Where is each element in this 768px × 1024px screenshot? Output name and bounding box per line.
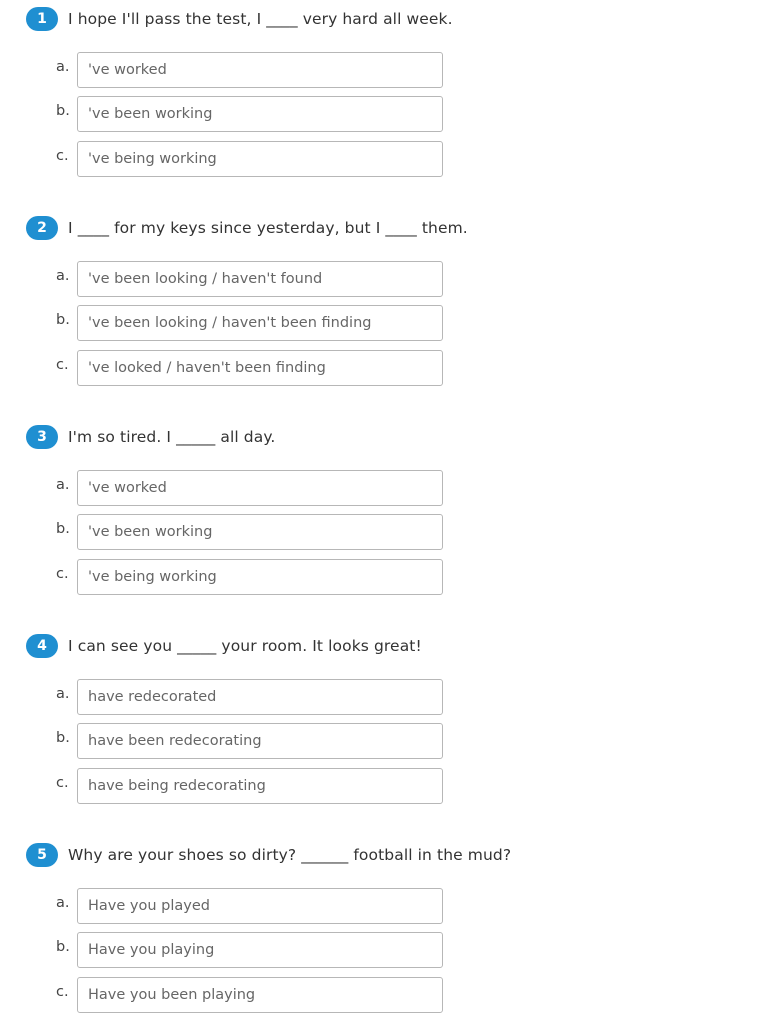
question-number-badge: 3 xyxy=(26,425,58,449)
answer-option-button[interactable]: 've been looking / haven't been finding xyxy=(77,305,443,341)
option-letter: c. xyxy=(56,148,69,164)
option-letter: c. xyxy=(56,357,69,373)
option-letter: b. xyxy=(56,730,70,746)
answer-option-button[interactable]: 've worked xyxy=(77,470,443,506)
option-letter: c. xyxy=(56,566,69,582)
question-text: I hope I'll pass the test, I ____ very hard all week. xyxy=(68,10,453,28)
answer-option-button[interactable]: 've been looking / haven't found xyxy=(77,261,443,297)
option-a xyxy=(0,470,460,508)
answer-option-button[interactable]: 've been working xyxy=(77,96,443,132)
option-letter: a. xyxy=(56,895,70,911)
option-letter: b. xyxy=(56,521,70,537)
question-text: I ____ for my keys since yesterday, but I ____ them. xyxy=(68,219,468,237)
option-a xyxy=(0,888,460,926)
option-a xyxy=(0,52,460,90)
answer-option-button[interactable]: 've been working xyxy=(77,514,443,550)
question-number-badge: 2 xyxy=(26,216,58,240)
answer-option-button[interactable]: 've worked xyxy=(77,52,443,88)
answer-option-button[interactable]: 've being working xyxy=(77,559,443,595)
answer-option-button[interactable]: have redecorated xyxy=(77,679,443,715)
option-a xyxy=(0,679,460,717)
option-letter: b. xyxy=(56,939,70,955)
answer-option-button[interactable]: Have you been playing xyxy=(77,977,443,1013)
option-letter: a. xyxy=(56,59,70,75)
question-header xyxy=(26,7,453,31)
option-c xyxy=(0,559,460,597)
option-letter: c. xyxy=(56,775,69,791)
option-c xyxy=(0,350,460,388)
option-c xyxy=(0,768,460,806)
answer-option-button[interactable]: Have you played xyxy=(77,888,443,924)
question-header xyxy=(26,843,511,867)
option-b xyxy=(0,305,460,343)
option-b xyxy=(0,723,460,761)
question-header xyxy=(26,216,468,240)
option-b xyxy=(0,96,460,134)
option-b xyxy=(0,932,460,970)
question-header xyxy=(26,425,275,449)
answer-option-button[interactable]: Have you playing xyxy=(77,932,443,968)
question-number-badge: 1 xyxy=(26,7,58,31)
option-letter: b. xyxy=(56,103,70,119)
option-c xyxy=(0,141,460,179)
answer-option-button[interactable]: have been redecorating xyxy=(77,723,443,759)
option-a xyxy=(0,261,460,299)
option-b xyxy=(0,514,460,552)
answer-option-button[interactable]: 've being working xyxy=(77,141,443,177)
question-text: I can see you _____ your room. It looks great! xyxy=(68,637,422,655)
question-text: I'm so tired. I _____ all day. xyxy=(68,428,276,446)
option-letter: a. xyxy=(56,268,70,284)
question-text: Why are your shoes so dirty? ______ football in the mud? xyxy=(68,846,512,864)
option-letter: b. xyxy=(56,312,70,328)
answer-option-button[interactable]: have being redecorating xyxy=(77,768,443,804)
option-letter: c. xyxy=(56,984,69,1000)
option-letter: a. xyxy=(56,686,70,702)
option-letter: a. xyxy=(56,477,70,493)
question-header xyxy=(26,634,422,658)
answer-option-button[interactable]: 've looked / haven't been finding xyxy=(77,350,443,386)
option-c xyxy=(0,977,460,1015)
question-number-badge: 4 xyxy=(26,634,58,658)
question-number-badge: 5 xyxy=(26,843,58,867)
